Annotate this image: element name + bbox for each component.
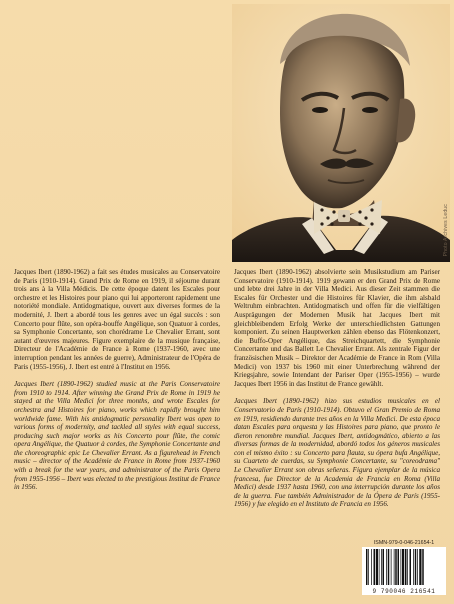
barcode-bar <box>379 549 380 585</box>
barcode-bar <box>395 549 397 585</box>
barcode-bar <box>401 549 402 585</box>
barcode-bar <box>371 549 372 585</box>
barcode-bar <box>415 549 417 585</box>
barcode-bar <box>398 549 400 585</box>
barcode-bar <box>407 549 408 585</box>
barcode-bar <box>374 549 376 585</box>
barcode-bar <box>366 549 368 585</box>
barcode-bar <box>383 549 385 585</box>
spanish-biography: Jacques Ibert (1890-1962) hizo sus estudios musicales en el Conservatorio de París (1910-1914). Obtuvo el Gran Premio de Roma en 1919, residiendo durante tres años en la Villa Medici. De esta época datan Escales para orquesta y las Histoires para piano, que pronto le dieron renombre mundial. Jacques Ibert, antidogmático, abierto a las diversas formas de la modernidad, abordó todos los géneros musicales con el mismo éxito : su Concerto para flauta, su ópera bufa Angélique, su Cuarteto de cuerdas, su Symphonie Concertante, su "coreodrama" Le Chevalier Errant son obras señeras. Figura ejemplar de la música francesa, fue Director de la Academia de Francia en Roma (Villa Medici) desde 1937 hasta 1960, con una interrupción durante los años de la guerra. Fue también Administrador de la Ópera de París (1955-1956) y fue elegido en el Instituto de Francia en 1956. <box>234 397 440 509</box>
photo-credit: Photo Archives Leduc <box>443 204 449 257</box>
barcode-bar <box>368 549 369 585</box>
portrait-illustration <box>232 4 450 262</box>
barcode-bar <box>388 549 390 585</box>
barcode-bars <box>362 547 446 589</box>
barcode-digits: 9 790046 216541 <box>362 588 446 595</box>
barcode-bar <box>402 549 404 585</box>
isbn-label: ISMN-979-0-046-21654-1 <box>373 540 435 546</box>
portrait-photo <box>232 4 450 262</box>
barcode-bar <box>417 549 418 585</box>
barcode-bar <box>410 549 412 585</box>
barcode-bar <box>405 549 407 585</box>
french-biography: Jacques Ibert (1890-1962) a fait ses études musicales au Conservatoire de Paris (1910-1914). Grand Prix de Rome en 1919, il séjourne durant trois ans à la Villa Médicis. De cette époque datent les Escales pour orchestre et les Histoires pour piano qui lui apporteront rapidement une notoriété mondiale. Antidogmatique, ouvert aux diverses formes de la modernité, J. Ibert a abordé tous les genres avec un égal succès : son Concerto pour flûte, son opéra-bouffe Angélique, son Quatuor à cordes, sa Symphonie Concertante, son chorédrame Le Chevalier Errant, sont autant d'œuvres majeures. Figure exemplaire de la musique française, Directeur de l'Académie de France à Rome (1937-1960, avec une interruption pendant les années de guerre), Administrateur de l'Opéra de Paris (1955-1956), J. Ibert est entré à l'Institut en 1956. <box>14 268 220 371</box>
barcode-bar <box>422 549 424 585</box>
right-text-column <box>234 268 440 518</box>
barcode-bar <box>391 549 392 585</box>
barcode-bar <box>381 549 382 585</box>
barcode-bar <box>419 549 421 585</box>
english-biography: Jacques Ibert (1890-1962) studied music at the Paris Conservatoire from 1910 to 1914. After winning the Grand Prix de Rome in 1919 he stayed at the Villa Medici for three months, and wrote Escales for orchestra and Histoires for piano, works which rapidly brought him worldwide fame. With his antidogmatic personality Ibert was open to various forms of modernity, and tackled all styles with equal success, producing such major works as his Concerto pour flûte, the comic opera Angélique, the Quatuor à cordes, the Symphonie Concertante and the choreographic epic Le Chevalier Errant. As a figurehead in French music – director of the Académie de France in Rome from 1937-1960 with a break for the war years, and administrator of the Paris Opera from 1955-1956 – Ibert was elected to the prestigious Institut de France in 1956. <box>14 380 220 492</box>
german-biography: Jacques Ibert (1890-1962) absolvierte sein Musikstudium am Pariser Conservatoire (1910-1914). 1919 gewann er den Grand Prix de Rome und lebte drei Jahre in der Villa Medici. Aus dieser Zeit stammen die Escales für Orchester und die Histoires für Klavier, die ihm alsbald Weltruhm einbrachten. Antidogmatisch und offen für die vielfältigen Ausprägungen der Modernen Musik hat Jacques Ibert mit gleichbleibendem Erfolg Werke der unterschiedlichsten Gattungen komponiert. Zu seinen Hauptwerken zählen ebenso das Flötenkonzert, die Buffo-Oper Angélique, das Streichquartett, die Symphonie Concertante und das Ballett Le Chevalier Errant. Als zentrale Figur der französischen Musik – Direktor der Académie de France in Rom (Villa Medici) von 1937 bis 1960 mit einer Unterbrechung während der Kriegsjahre, sowie Intendant der Pariser Oper (1955-1956) – wurde Jacques Ibert 1956 in das Institut de France gewählt. <box>234 268 440 388</box>
barcode-bar <box>413 549 414 585</box>
left-text-column <box>14 268 220 501</box>
barcode-bar <box>376 549 378 585</box>
barcode-bar <box>386 549 387 585</box>
barcode-bar <box>394 549 395 585</box>
